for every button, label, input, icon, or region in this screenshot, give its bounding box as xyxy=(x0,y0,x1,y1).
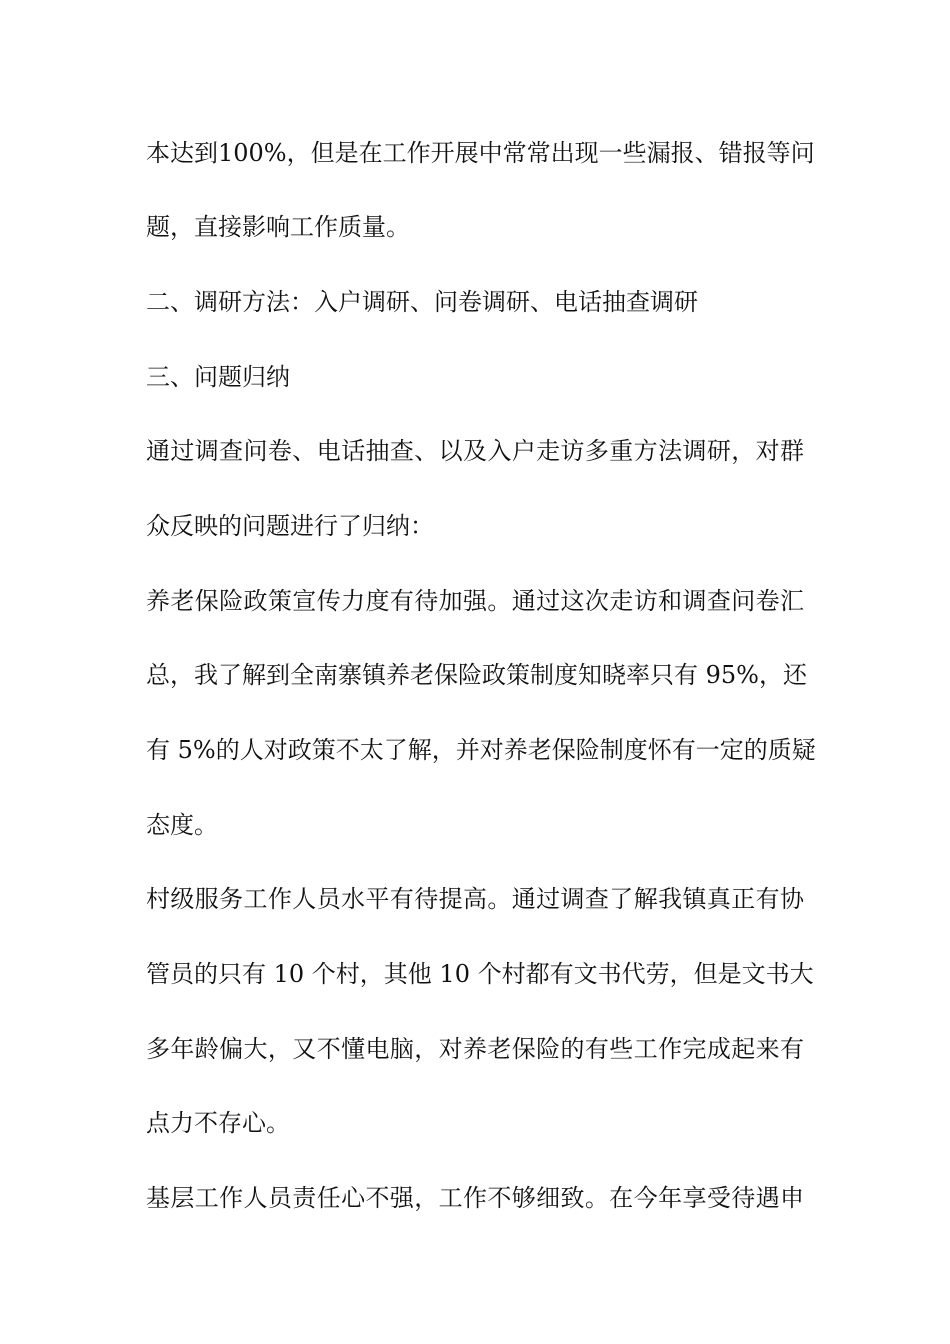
text-line-12: 管员的只有 10 个村，其他 10 个村都有文书代劳，但是文书大 xyxy=(146,960,814,988)
text-line-1: 本达到100%，但是在工作开展中常常出现一些漏报、错报等问 xyxy=(146,139,815,167)
section-heading-methods: 二、调研方法：入户调研、问卷调研、电话抽查调研 xyxy=(146,288,698,316)
text-line-6: 众反映的问题进行了归纳： xyxy=(146,512,434,540)
section-heading-problems: 三、问题归纳 xyxy=(146,363,290,391)
text-line-5: 通过调查问卷、电话抽查、以及入户走访多重方法调研，对群 xyxy=(146,437,804,465)
text-line-15: 基层工作人员责任心不强，工作不够细致。在今年享受待遇申 xyxy=(146,1184,804,1212)
text-line-8: 总，我了解到全南寨镇养老保险政策制度知晓率只有 95%，还 xyxy=(146,661,807,689)
text-line-13: 多年龄偏大，又不懂电脑，对养老保险的有些工作完成起来有 xyxy=(146,1035,804,1063)
text-line-11: 村级服务工作人员水平有待提高。通过调查了解我镇真正有协 xyxy=(146,885,804,913)
text-line-10: 态度。 xyxy=(146,811,218,839)
text-line-14: 点力不存心。 xyxy=(146,1109,290,1137)
text-line-2: 题，直接影响工作质量。 xyxy=(146,213,410,241)
text-line-9: 有 5%的人对政策不太了解，并对养老保险制度怀有一定的质疑 xyxy=(146,736,816,764)
text-line-7: 养老保险政策宣传力度有待加强。通过这次走访和调查问卷汇 xyxy=(146,587,804,615)
